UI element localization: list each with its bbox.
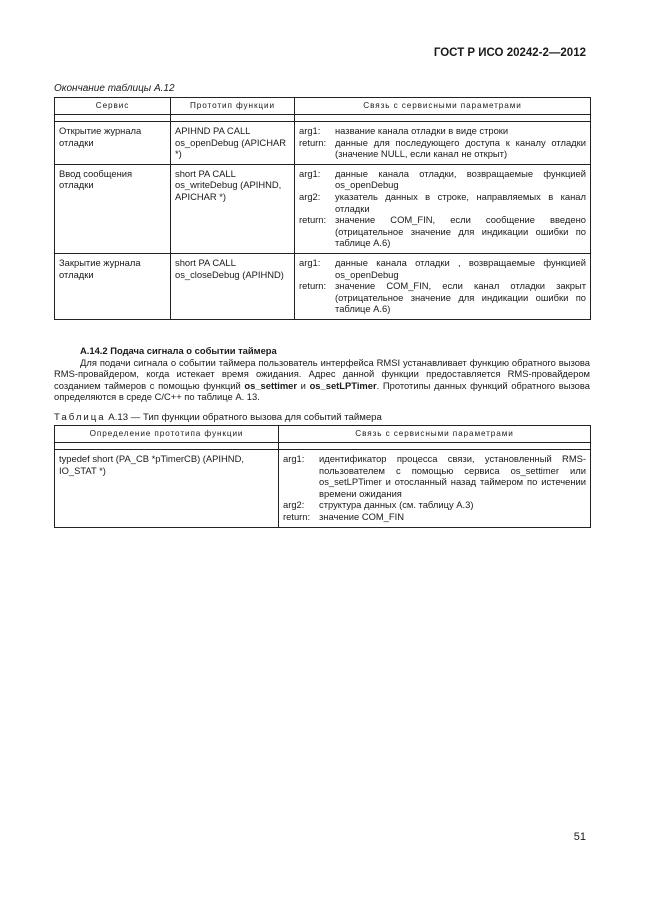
param-line [299,280,586,315]
table-row [55,450,591,528]
column-header: Прототип функции [171,98,295,115]
table-row [55,253,591,319]
param-line [299,214,586,249]
params-cell [295,253,591,319]
service-cell: Открытие журнала отладки [55,122,171,165]
param-key: arg1: [283,453,305,464]
param-text: данные для последующего доступа к каналу отладки (значение NULL, если канал не открыт) [335,136,586,160]
param-text: значение COM_FIN [319,510,405,522]
section-paragraph: Для подачи сигнала о событии таймера пользователь интерфейса RMSI устанавливает функцию обратного вызова RMS-провайдером, когда истекает время ожидания. Адрес данной функции предоставляется RMS-провайдером созданием таймеров с помощью функций os_settimer и os_setLPTimer. Прототипы данных функций обратного вызова определяются в среде C/C++ по таблице А. 13. [54,356,590,403]
document-id: ГОСТ Р ИСО 20242-2—2012 [433,47,586,59]
table-caption: Окончание таблицы А.12 [54,83,175,94]
column-header: Определение прототипа функции [55,426,279,443]
param-key: return: [299,136,327,148]
param-key: arg1: [299,256,321,268]
callback-table [54,425,591,528]
prototype-cell: short PA CALL os_closeDebug (APIHND) [171,253,295,319]
params-cell [295,122,591,165]
param-line [283,511,586,523]
param-line [283,499,586,511]
param-line [283,453,586,499]
spacer-row [55,115,591,122]
spacer-row [55,443,591,450]
param-key: return: [299,214,327,226]
section-timer-event [54,345,590,403]
param-key: return: [283,510,311,522]
param-line [299,137,586,160]
column-header: Связь с сервисными параметрами [279,426,591,443]
param-text: название канала отладки в виде строки [335,125,509,136]
param-text: данные канала отладки, возвращаемые функцией os_openDebug [335,167,586,191]
param-text: идентификатор процесса связи, установленный RMS-пользователем с помощью сервиса os_settimer или os_setLPTimer и отосланный назад таймером по истечении времени ожидания [319,453,586,499]
page-number: 51 [573,831,586,843]
param-key: arg1: [299,125,321,136]
table-row [55,122,591,165]
prototype-cell: short PA CALL os_writeDebug (APIHND, APICHAR *) [171,164,295,253]
section-heading: А.14.2 Подача сигнала о событии таймера [80,345,277,356]
service-cell: Ввод сообщения отладки [55,164,171,253]
param-line [299,191,586,214]
param-line [299,257,586,280]
table-header-row [55,98,591,115]
params-cell [295,164,591,253]
table-row [55,164,591,253]
param-key: return: [299,280,327,292]
params-cell [279,450,591,528]
table-header-row [55,426,591,443]
table-caption: Таблица А.13 — Тип функции обратного вызова для событий таймера [54,412,382,423]
param-text: указатель данных в строке, направляемых в канал отладки [335,190,586,214]
prototype-cell: typedef short (PA_CB *pTimerCB) (APIHND, IO_STAT *) [55,450,279,528]
param-key: arg2: [283,499,305,511]
function-name: os_settimer [244,379,298,391]
param-key: arg1: [299,167,321,179]
param-text: структура данных (см. таблицу А.3) [319,499,474,511]
function-name: os_setLPTimer [309,379,377,391]
param-line [299,125,586,137]
column-header: Связь с сервисными параметрами [295,98,591,115]
services-table [54,97,591,320]
service-cell: Закрытие журнала отладки [55,253,171,319]
column-header: Сервис [55,98,171,115]
param-text: значение COM_FIN, если канал отладки закрыт (отрицательное значение для индикации ошибки по таблице А.6) [335,280,586,315]
param-key: arg2: [299,190,321,202]
param-text: данные канала отладки , возвращаемые функцией os_openDebug [335,256,586,280]
param-text: значение COM_FIN, если сообщение введено (отрицательное значение для индикации ошибки по таблице А.6) [335,214,586,249]
param-line [299,168,586,191]
prototype-cell: APIHND PA CALL os_openDebug (APICHAR *) [171,122,295,165]
